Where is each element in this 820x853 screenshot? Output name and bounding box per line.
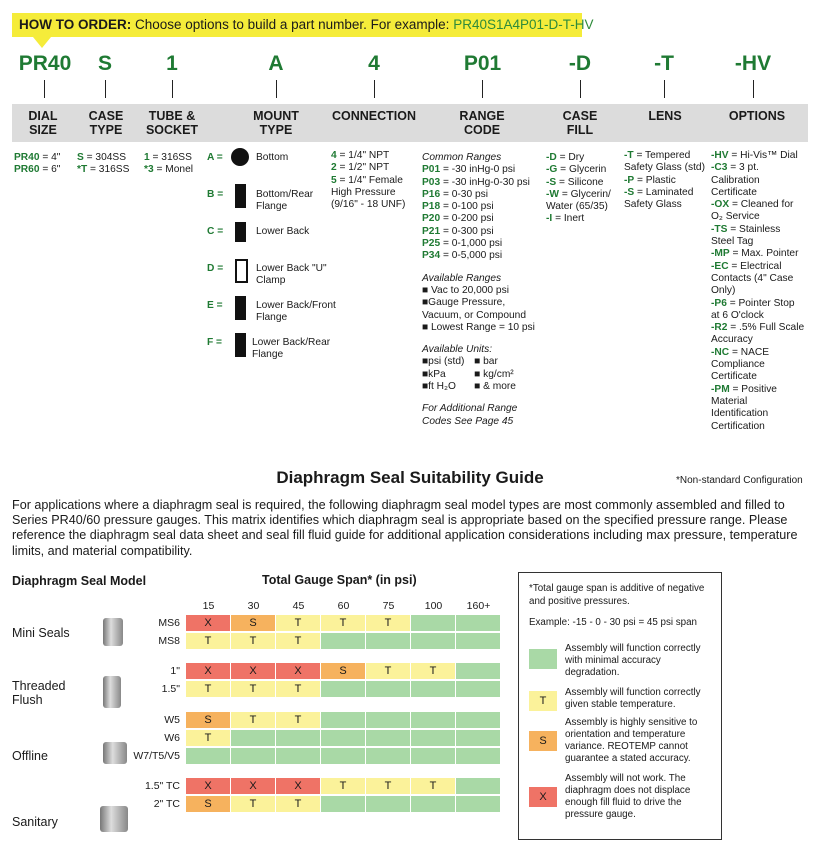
- column-header: 75: [382, 600, 395, 612]
- matrix-cell: T: [321, 615, 366, 632]
- available-ranges-title: Available Ranges: [422, 272, 502, 284]
- column-header: 30: [247, 600, 260, 612]
- matrix-cell: [231, 748, 276, 765]
- header-options: OPTIONS: [728, 109, 786, 123]
- matrix-cell: [456, 663, 501, 680]
- matrix-cell: [366, 730, 411, 747]
- list-item: -EC = Electrical Contacts (4" Case Only): [711, 260, 794, 297]
- matrix-cell: [456, 681, 501, 698]
- list-item: 2 = 1/2" NPT: [331, 162, 390, 174]
- matrix-cell: [186, 748, 231, 765]
- common-ranges-title: Common Ranges: [422, 152, 502, 163]
- mount-label: Lower Back: [256, 226, 310, 237]
- list-item: PR60 = 6": [14, 164, 61, 176]
- list-item: ■psi (std) ■ bar: [422, 356, 498, 368]
- mount-label: Lower Back/Rear Flange: [252, 337, 331, 361]
- list-item: 1 = 316SS: [144, 152, 192, 163]
- mount-label: Lower Back "U" Clamp: [256, 263, 327, 287]
- mount-label: Lower Back/Front Flange: [256, 300, 336, 324]
- legend-swatch-red: X: [529, 787, 557, 807]
- list-item: ■ Lowest Range = 10 psi: [422, 321, 535, 333]
- matrix-cell: [321, 633, 366, 650]
- matrix-cell: T: [276, 615, 321, 632]
- row-label: 1.5" TC: [144, 780, 180, 792]
- header-connection: CONNECTION: [331, 109, 417, 123]
- matrix-cell: T: [366, 663, 411, 680]
- bottom-rear-flange-icon: [235, 184, 246, 208]
- legend-box: [518, 572, 722, 840]
- legend-text: Assembly is highly sensitive to orientation and temperature variance. REOTEMP cannot guarantee a stated accuracy.: [565, 717, 698, 764]
- list-item: S = 304SS: [77, 152, 126, 163]
- list-item: -NC = NACE Compliance Certificate: [711, 346, 770, 383]
- list-item: -T = Tempered Safety Glass (std): [624, 150, 705, 174]
- list-item: -MP = Max. Pointer: [711, 248, 799, 260]
- list-item: P16 = 0-30 psi: [422, 188, 488, 200]
- connector-line: [374, 80, 375, 98]
- code-range: P01: [463, 52, 502, 75]
- matrix-cell: S: [186, 712, 231, 729]
- matrix-cell: T: [411, 778, 456, 795]
- list-item: P34 = 0-5,000 psi: [422, 250, 503, 262]
- list-item: -S = Laminated Safety Glass: [624, 186, 694, 211]
- mount-code: D =: [207, 263, 224, 274]
- matrix-cell: X: [231, 663, 276, 680]
- header-mount-type: MOUNT TYPE: [253, 109, 299, 137]
- matrix-cell: X: [231, 778, 276, 795]
- row-label: MS8: [158, 635, 180, 647]
- matrix-cell: [456, 748, 501, 765]
- group-sanitary: Sanitary: [12, 815, 58, 829]
- matrix-cell: [231, 730, 276, 747]
- tube-socket-list: [144, 152, 214, 177]
- matrix-cell: X: [186, 778, 231, 795]
- list-item: -R2 = .5% Full Scale Accuracy: [711, 322, 805, 346]
- list-item: 4 = 1/4" NPT: [331, 150, 390, 161]
- header-lens: LENS: [648, 109, 682, 123]
- banner-pointer: [33, 37, 51, 48]
- column-header: 45: [292, 600, 305, 612]
- matrix-cell: T: [231, 796, 276, 813]
- banner-example: PR40S1A4P01-D-T-HV: [453, 17, 594, 32]
- code-tube: 1: [166, 52, 178, 75]
- list-item: P03 = -30 inHg-0-30 psi: [422, 176, 530, 188]
- column-header: 100: [424, 600, 443, 612]
- matrix-cell: [411, 796, 456, 813]
- matrix-cell: X: [186, 663, 231, 680]
- list-item: P20 = 0-200 psi: [422, 213, 494, 225]
- list-item: -TS = Stainless Steel Tag: [711, 223, 781, 248]
- legend-swatch-green: [529, 649, 557, 669]
- connector-line: [664, 80, 665, 98]
- matrix-model-title: Diaphragm Seal Model: [12, 574, 147, 588]
- matrix-cell: [411, 730, 456, 747]
- list-item: -W = Glycerin/ Water (65/35): [546, 188, 611, 213]
- group-offline: Offline: [12, 749, 48, 763]
- list-item: ■Gauge Pressure, Vacuum, or Compound: [422, 297, 527, 321]
- matrix-cell: X: [276, 663, 321, 680]
- matrix-cell: [366, 712, 411, 729]
- matrix-cell: [321, 730, 366, 747]
- lower-back-u-clamp-icon: [235, 259, 248, 283]
- connection-list: [331, 150, 421, 211]
- mount-code: A =: [207, 152, 223, 163]
- matrix-cell: [276, 748, 321, 765]
- matrix-cell: T: [186, 633, 231, 650]
- header-tube-socket: TUBE & SOCKET: [145, 109, 199, 137]
- row-label: W6: [164, 732, 180, 744]
- matrix-cell: S: [321, 663, 366, 680]
- matrix-cell: [456, 796, 501, 813]
- connector-line: [753, 80, 754, 98]
- non-standard-note: *Non-standard Configuration: [676, 475, 803, 486]
- matrix-cell: T: [276, 681, 321, 698]
- lower-back-icon: [235, 222, 246, 242]
- matrix-cell: T: [276, 712, 321, 729]
- list-item: P18 = 0-100 psi: [422, 201, 494, 213]
- legend-swatch-orange: S: [529, 731, 557, 751]
- row-label: 1": [170, 665, 180, 677]
- column-header: 15: [202, 600, 215, 612]
- legend-text: Assembly will not work. The diaphragm does not displace enough fill fluid to drive the pressure gauge.: [565, 773, 691, 820]
- matrix-cell: T: [231, 712, 276, 729]
- code-case: S: [97, 52, 112, 75]
- list-item: -G = Glycerin: [546, 164, 607, 176]
- header-case-fill: CASE FILL: [562, 109, 598, 137]
- connector-line: [172, 80, 173, 98]
- code-mount: A: [268, 52, 284, 75]
- case-type-list: [77, 152, 145, 177]
- list-item: -HV = Hi-Vis™ Dial: [711, 150, 798, 161]
- list-item: P01 = -30 inHg-0 psi: [422, 164, 516, 176]
- list-item: -D = Dry: [546, 152, 585, 163]
- matrix-cell: T: [366, 778, 411, 795]
- order-banner: [12, 13, 594, 37]
- matrix-cell: [411, 615, 456, 632]
- code-connection: 4: [368, 52, 380, 75]
- code-fill: -D: [568, 52, 592, 75]
- list-item: 5 = 1/4" Female High Pressure (9/16" - 18 UNF): [331, 174, 406, 211]
- list-item: -S = Silicone: [546, 176, 604, 188]
- list-item: ■ Vac to 20,000 psi: [422, 284, 509, 296]
- matrix-cell: [456, 712, 501, 729]
- row-label: W7/T5/V5: [133, 750, 180, 762]
- connector-line: [105, 80, 106, 98]
- range-code-list: [422, 152, 540, 428]
- matrix-cell: T: [231, 633, 276, 650]
- matrix-cell: T: [411, 663, 456, 680]
- list-item: P21 = 0-300 psi: [422, 225, 494, 237]
- matrix-cell: [366, 796, 411, 813]
- connector-line: [276, 80, 277, 98]
- matrix-cell: T: [276, 633, 321, 650]
- matrix-cell: [321, 712, 366, 729]
- guide-title: Diaphragm Seal Suitability Guide: [276, 468, 544, 487]
- lens-list: [624, 150, 710, 211]
- matrix-cell: [276, 730, 321, 747]
- matrix-cell: [366, 633, 411, 650]
- list-item: -C3 = 3 pt. Calibration Certificate: [711, 162, 760, 198]
- case-fill-list: [546, 152, 620, 226]
- matrix-cell: X: [186, 615, 231, 632]
- mount-code: F =: [207, 337, 223, 348]
- lower-back-rear-flange-icon: [235, 333, 246, 357]
- list-item: *T = 316SS: [77, 164, 130, 176]
- list-item: ■kPa ■ kg/cm²: [422, 368, 514, 380]
- code-options: -HV: [734, 52, 772, 75]
- connector-line: [580, 80, 581, 98]
- matrix-cell: S: [231, 615, 276, 632]
- list-item: -I = Inert: [546, 213, 585, 225]
- row-label: 2" TC: [153, 798, 180, 810]
- column-header: 160+: [466, 600, 491, 612]
- matrix-cell: T: [321, 778, 366, 795]
- matrix-cell: [321, 748, 366, 765]
- matrix-cell: [366, 681, 411, 698]
- connector-line: [482, 80, 483, 98]
- row-label: W5: [164, 714, 180, 726]
- available-units-title: Available Units:: [422, 344, 493, 356]
- header-dial-size: DIAL SIZE: [28, 109, 58, 137]
- matrix-cell: [411, 681, 456, 698]
- column-header: 60: [337, 600, 350, 612]
- matrix-cell: [366, 748, 411, 765]
- mount-code: C =: [207, 226, 224, 237]
- matrix-cell: [411, 748, 456, 765]
- list-item: -PM = Positive Material Identification Certification: [711, 383, 777, 432]
- matrix-cell: T: [186, 681, 231, 698]
- legend-swatch-yellow: T: [529, 691, 557, 711]
- code-lens: -T: [654, 52, 674, 75]
- matrix-cell: T: [231, 681, 276, 698]
- banner-text: Choose options to build a part number. For example:: [131, 17, 454, 32]
- mount-code: B =: [207, 189, 224, 200]
- options-list: [711, 150, 805, 433]
- banner-label: HOW TO ORDER:: [19, 17, 132, 32]
- matrix-cell: [411, 633, 456, 650]
- row-label: 1.5": [161, 683, 180, 695]
- group-threaded-flush: Threaded Flush: [12, 679, 66, 707]
- mount-code: E =: [207, 300, 223, 311]
- legend-text: Assembly will function correctly given stable temperature.: [565, 687, 701, 710]
- matrix-cell: T: [276, 796, 321, 813]
- matrix-cell: [321, 796, 366, 813]
- matrix-cell: [321, 681, 366, 698]
- row-label: MS6: [158, 617, 180, 629]
- additional-range-note: For Additional Range Codes See Page 45: [422, 403, 518, 427]
- list-item: -OX = Cleaned for O₂ Service: [711, 199, 794, 223]
- matrix-cell: [456, 730, 501, 747]
- list-item: -P6 = Pointer Stop at 6 O'clock: [711, 297, 795, 321]
- legend-example: Example: -15 - 0 - 30 psi = 45 psi span: [529, 617, 697, 628]
- matrix-cell: [456, 778, 501, 795]
- mount-label: Bottom: [256, 152, 289, 163]
- matrix-span-title: Total Gauge Span* (in psi): [262, 573, 417, 587]
- list-item: *3 = Monel: [144, 164, 193, 176]
- list-item: P25 = 0-1,000 psi: [422, 238, 503, 250]
- group-mini-seals: Mini Seals: [12, 626, 70, 640]
- list-item: -P = Plastic: [624, 174, 676, 186]
- matrix-cell: T: [366, 615, 411, 632]
- matrix-cell: [456, 615, 501, 632]
- matrix-cell: X: [276, 778, 321, 795]
- matrix-cell: [456, 633, 501, 650]
- list-item: PR40 = 4": [14, 152, 61, 163]
- lower-back-front-flange-icon: [235, 296, 246, 320]
- guide-paragraph: For applications where a diaphragm seal is required, the following diaphragm seal model types are most commonly assembled and filled to Series PR40/60 pressure gauges. This matrix identifies which diaphragm seal is appropriate based on the specified pressure range. Please reference the diaphragm seal data sheet and seal fill fluid guide for additional application considerations including max pressure, temperature limits, and material compatibility.: [12, 498, 798, 558]
- mount-label: Bottom/Rear Flange: [256, 189, 314, 213]
- header-case-type: CASE TYPE: [88, 109, 124, 137]
- matrix-cell: [411, 712, 456, 729]
- matrix-cell: T: [186, 730, 231, 747]
- matrix-cell: S: [186, 796, 231, 813]
- code-dial: PR40: [18, 52, 72, 75]
- legend-note: *Total gauge span is additive of negative and positive pressures.: [529, 583, 705, 607]
- bottom-mount-icon: [231, 148, 249, 166]
- list-item: ■ft H₂O ■ & more: [422, 381, 516, 393]
- dial-size-list: [14, 152, 84, 177]
- header-range-code: RANGE CODE: [459, 109, 505, 137]
- connector-line: [44, 80, 45, 98]
- legend-text: Assembly will function correctly with minimal accuracy degradation.: [565, 643, 701, 678]
